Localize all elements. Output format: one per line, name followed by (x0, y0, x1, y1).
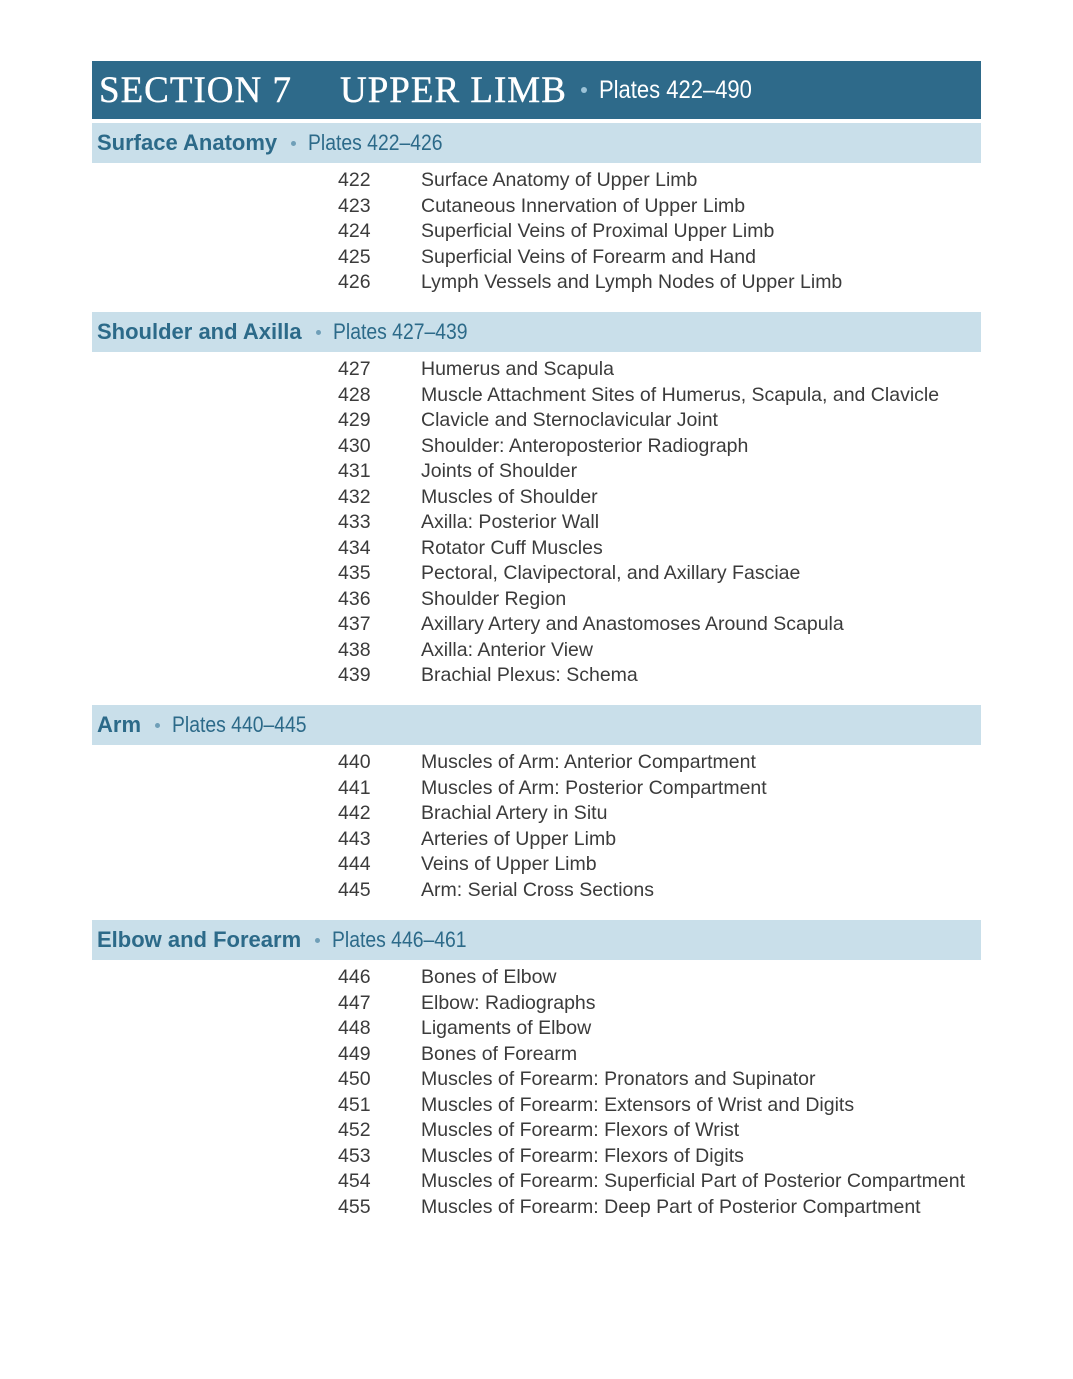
plate-entry (338, 612, 978, 638)
plate-number: 428 (338, 383, 371, 406)
plate-number: 444 (338, 853, 371, 875)
section-plates: Plates 422–490 (598, 75, 752, 104)
plate-entry (338, 663, 978, 689)
plate-title: Muscles of Forearm: Flexors of Digits (421, 1144, 744, 1167)
plate-title: Surface Anatomy of Upper Limb (421, 169, 698, 191)
section-title: UPPER LIMB (339, 69, 567, 111)
plate-title: Ligaments of Elbow (421, 1017, 592, 1039)
bullet-icon (291, 141, 296, 146)
plate-number: 451 (338, 1093, 371, 1116)
plate-title: Muscles of Forearm: Superficial Part of Posterior Compartment (421, 1170, 966, 1192)
plate-number: 443 (338, 827, 371, 850)
plate-entry (338, 194, 978, 220)
plate-title: Veins of Upper Limb (421, 853, 597, 875)
plate-title: Axilla: Posterior Wall (421, 511, 600, 533)
plate-title: Axillary Artery and Anastomoses Around Scapula (421, 613, 844, 635)
plate-entry (338, 1016, 978, 1042)
plate-list-shoulder-and-axilla (338, 357, 978, 689)
plate-entry (338, 168, 978, 194)
plate-number: 449 (338, 1042, 371, 1065)
plate-entry (338, 1093, 978, 1119)
plate-entry (338, 1144, 978, 1170)
plate-title: Cutaneous Innervation of Upper Limb (421, 194, 746, 217)
plate-number: 436 (338, 587, 371, 610)
plate-number: 424 (338, 220, 371, 242)
plate-entry (338, 357, 978, 383)
plate-number: 433 (338, 511, 371, 533)
subsection-header-arm (92, 705, 981, 745)
bullet-icon (581, 87, 587, 93)
plate-number: 438 (338, 638, 371, 661)
plate-number: 442 (338, 802, 371, 824)
plate-title: Muscles of Arm: Anterior Compartment (421, 751, 756, 773)
plate-number: 453 (338, 1144, 371, 1167)
plate-title: Muscles of Forearm: Deep Part of Posterior Compartment (421, 1195, 921, 1218)
plate-number: 425 (338, 245, 371, 268)
plate-entry (338, 801, 978, 827)
subsection-header-surface-anatomy (92, 123, 981, 163)
plate-list-surface-anatomy (338, 168, 978, 296)
plate-entry (338, 383, 978, 409)
plate-title: Muscles of Shoulder (421, 485, 598, 508)
plate-number: 429 (338, 409, 371, 431)
plate-entry (338, 1169, 978, 1195)
plate-entry (338, 1195, 978, 1221)
plate-number: 452 (338, 1119, 371, 1141)
plate-entry (338, 536, 978, 562)
plate-title: Bones of Forearm (421, 1042, 578, 1065)
plate-number: 441 (338, 776, 371, 799)
section-label: SECTION 7 (99, 69, 292, 111)
plate-number: 454 (338, 1170, 371, 1192)
plate-title: Shoulder: Anteroposterior Radiograph (421, 434, 749, 457)
plate-title: Shoulder Region (421, 587, 567, 610)
plate-number: 435 (338, 562, 371, 584)
plate-number: 431 (338, 460, 371, 482)
plate-entry (338, 219, 978, 245)
plate-title: Axilla: Anterior View (421, 638, 593, 661)
subsection-plates: Plates 422–426 (308, 130, 443, 155)
plate-title: Muscles of Arm: Posterior Compartment (421, 776, 767, 799)
plate-title: Clavicle and Sternoclavicular Joint (421, 409, 718, 431)
plate-entry (338, 827, 978, 853)
plate-number: 423 (338, 194, 371, 217)
subsection-header-elbow-and-forearm (92, 920, 981, 960)
plate-entry (338, 638, 978, 664)
plate-title: Arm: Serial Cross Sections (421, 878, 654, 901)
subsection-plates: Plates 446–461 (332, 927, 467, 952)
plate-number: 446 (338, 966, 371, 988)
plate-entry (338, 878, 978, 904)
plate-entry (338, 776, 978, 802)
subsection-title: Elbow and Forearm (97, 927, 302, 952)
plate-title: Muscles of Forearm: Extensors of Wrist and Digits (421, 1093, 855, 1116)
plate-title: Muscles of Forearm: Pronators and Supinator (421, 1068, 816, 1090)
plate-title: Superficial Veins of Forearm and Hand (421, 245, 756, 268)
plate-entry (338, 750, 978, 776)
subsection-plates: Plates 427–439 (332, 319, 468, 344)
plate-list-arm (338, 750, 978, 903)
plate-entry (338, 408, 978, 434)
bullet-icon (315, 938, 320, 943)
plate-title: Muscles of Forearm: Flexors of Wrist (421, 1119, 740, 1141)
plate-entry (338, 852, 978, 878)
plate-entry (338, 270, 978, 296)
plate-entry (338, 434, 978, 460)
plate-title: Bones of Elbow (421, 966, 557, 988)
plate-number: 427 (338, 358, 371, 380)
plate-number: 455 (338, 1195, 371, 1218)
plate-number: 439 (338, 664, 371, 686)
plate-title: Brachial Artery in Situ (421, 802, 608, 824)
plate-title: Lymph Vessels and Lymph Nodes of Upper Limb (421, 271, 843, 293)
plate-entry (338, 965, 978, 991)
subsection-title: Arm (97, 712, 142, 737)
plate-entry (338, 991, 978, 1017)
plate-entry (338, 1042, 978, 1068)
plate-number: 434 (338, 536, 371, 559)
plate-number: 448 (338, 1017, 371, 1039)
plate-title: Elbow: Radiographs (421, 991, 596, 1014)
plate-number: 426 (338, 271, 371, 293)
plate-title: Muscle Attachment Sites of Humerus, Scapula, and Clavicle (421, 383, 940, 406)
plate-number: 445 (338, 878, 371, 901)
plate-title: Pectoral, Clavipectoral, and Axillary Fasciae (421, 562, 801, 584)
plate-number: 440 (338, 751, 371, 773)
plate-number: 422 (338, 169, 371, 191)
plate-number: 432 (338, 485, 371, 508)
plate-number: 430 (338, 434, 371, 457)
plate-entry (338, 245, 978, 271)
plate-entry (338, 1067, 978, 1093)
plate-entry (338, 510, 978, 536)
plate-title: Arteries of Upper Limb (421, 827, 617, 850)
plate-number: 447 (338, 991, 371, 1014)
plate-number: 450 (338, 1068, 371, 1090)
plate-title: Joints of Shoulder (421, 460, 578, 482)
plate-number: 437 (338, 613, 371, 635)
bullet-icon (155, 723, 160, 728)
plate-entry (338, 1118, 978, 1144)
subsection-plates: Plates 440–445 (172, 712, 307, 737)
subsection-title: Surface Anatomy (97, 130, 278, 155)
plate-title: Superficial Veins of Proximal Upper Limb (421, 220, 775, 242)
plate-entry (338, 459, 978, 485)
plate-title: Rotator Cuff Muscles (421, 536, 603, 559)
plate-list-elbow-and-forearm (338, 965, 978, 1220)
bullet-icon (316, 330, 321, 335)
section-banner (92, 61, 981, 119)
plate-entry (338, 587, 978, 613)
subsection-header-shoulder-and-axilla (92, 312, 981, 352)
plate-entry (338, 485, 978, 511)
subsection-title: Shoulder and Axilla (97, 319, 302, 344)
plate-entry (338, 561, 978, 587)
plate-title: Humerus and Scapula (421, 358, 614, 380)
plate-title: Brachial Plexus: Schema (421, 664, 638, 686)
